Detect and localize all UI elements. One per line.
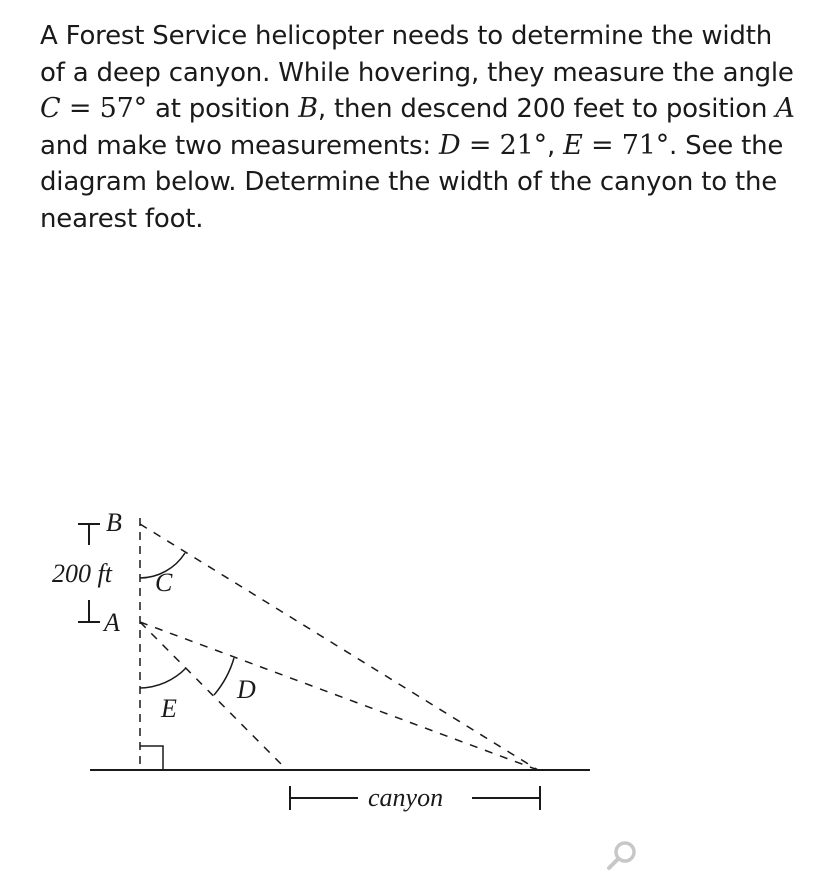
var-a: A <box>775 93 795 124</box>
label-d: D <box>237 675 256 704</box>
angle-arc-e <box>140 668 186 688</box>
text-run: , <box>546 130 564 161</box>
text-run: A Forest Service helicopter needs to determine the width of a deep canyon. While hovering, they measure the angle <box>40 21 794 88</box>
magnifier-icon <box>600 834 644 878</box>
label-height: 200 ft <box>52 559 112 588</box>
label-a: A <box>104 608 120 637</box>
label-c: C <box>155 568 173 597</box>
label-e: E <box>161 694 177 723</box>
zoom-button[interactable] <box>600 834 644 878</box>
var-b: B <box>298 93 318 124</box>
angle-arc-d <box>214 658 234 695</box>
text-run: . See the diagram below. Determine the width of the canyon to the nearest foot. <box>40 130 784 234</box>
sight-line-b <box>140 524 538 770</box>
text-run: at position <box>146 94 299 124</box>
label-b: B <box>106 508 122 537</box>
var-e: E <box>563 129 583 161</box>
angle-c-value: = 57° <box>60 93 147 124</box>
text-run: , then descend 200 feet to position <box>317 94 776 124</box>
angle-d-value: = 21° <box>460 129 547 161</box>
var-c: C <box>40 93 61 124</box>
right-angle-marker <box>140 746 163 770</box>
angle-e-value: = 71° <box>582 129 670 161</box>
var-d: D <box>439 129 461 161</box>
label-canyon: canyon <box>368 783 444 812</box>
sight-line-a-far <box>140 622 538 770</box>
text-run: and make two measurements: <box>40 130 440 161</box>
